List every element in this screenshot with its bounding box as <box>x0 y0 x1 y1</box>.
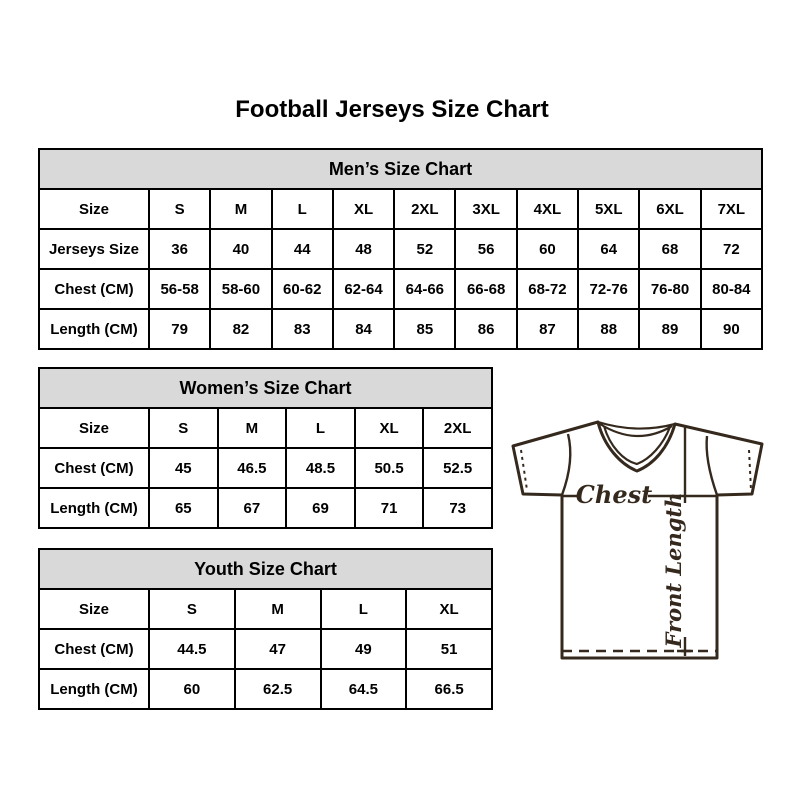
armhole-seam-left <box>562 434 570 495</box>
table-row <box>39 269 762 309</box>
value-cell: 86 <box>455 309 516 349</box>
value-cell: 73 <box>423 488 492 528</box>
value-cell: 80-84 <box>701 269 762 309</box>
value-cell: XL <box>355 408 424 448</box>
value-cell: 2XL <box>423 408 492 448</box>
value-cell: M <box>210 189 271 229</box>
row-label-cell: Length (CM) <box>39 488 149 528</box>
value-cell: 67 <box>218 488 287 528</box>
value-cell: 3XL <box>455 189 516 229</box>
value-cell: 58-60 <box>210 269 271 309</box>
value-cell: 47 <box>235 629 321 669</box>
value-cell: 66.5 <box>406 669 492 709</box>
sleeve-dash-right <box>749 450 751 490</box>
value-cell: 44.5 <box>149 629 235 669</box>
value-cell: S <box>149 589 235 629</box>
row-label-cell: Chest (CM) <box>39 269 149 309</box>
value-cell: M <box>235 589 321 629</box>
value-cell: 7XL <box>701 189 762 229</box>
row-label-cell: Size <box>39 408 149 448</box>
table-row <box>39 488 492 528</box>
value-cell: 65 <box>149 488 218 528</box>
row-label-cell: Length (CM) <box>39 669 149 709</box>
row-label-cell: Size <box>39 589 149 629</box>
youth-size-chart-section <box>38 548 493 710</box>
value-cell: 79 <box>149 309 210 349</box>
armhole-seam-right <box>707 436 717 495</box>
youth-size-table <box>38 548 493 710</box>
table-row <box>39 448 492 488</box>
value-cell: 66-68 <box>455 269 516 309</box>
row-label-cell: Size <box>39 189 149 229</box>
table-header-row <box>39 149 762 189</box>
value-cell: 48.5 <box>286 448 355 488</box>
value-cell: 2XL <box>394 189 455 229</box>
row-label-cell: Chest (CM) <box>39 629 149 669</box>
value-cell: 52.5 <box>423 448 492 488</box>
table-header-row <box>39 368 492 408</box>
value-cell: 51 <box>406 629 492 669</box>
value-cell: 69 <box>286 488 355 528</box>
table-row <box>39 189 762 229</box>
value-cell: 82 <box>210 309 271 349</box>
value-cell: XL <box>406 589 492 629</box>
womens-table-title: Women’s Size Chart <box>39 368 492 408</box>
value-cell: 6XL <box>639 189 700 229</box>
value-cell: 88 <box>578 309 639 349</box>
value-cell: 56 <box>455 229 516 269</box>
value-cell: L <box>321 589 407 629</box>
value-cell: 68 <box>639 229 700 269</box>
value-cell: 64 <box>578 229 639 269</box>
value-cell: 68-72 <box>517 269 578 309</box>
value-cell: 62.5 <box>235 669 321 709</box>
value-cell: 36 <box>149 229 210 269</box>
value-cell: 90 <box>701 309 762 349</box>
value-cell: 49 <box>321 629 407 669</box>
value-cell: 52 <box>394 229 455 269</box>
jersey-outline-path <box>513 422 762 658</box>
value-cell: 60 <box>517 229 578 269</box>
table-row <box>39 229 762 269</box>
value-cell: 5XL <box>578 189 639 229</box>
page-title: Football Jerseys Size Chart <box>235 96 549 123</box>
value-cell: 4XL <box>517 189 578 229</box>
value-cell: 44 <box>272 229 333 269</box>
value-cell: 85 <box>394 309 455 349</box>
table-row <box>39 669 492 709</box>
table-row <box>39 408 492 448</box>
front-length-label: Front Length <box>661 492 686 648</box>
chest-label: Chest <box>575 480 653 509</box>
womens-size-chart-section <box>38 367 493 529</box>
jersey-measurement-diagram <box>500 406 770 666</box>
row-label-cell: Chest (CM) <box>39 448 149 488</box>
value-cell: 84 <box>333 309 394 349</box>
value-cell: 50.5 <box>355 448 424 488</box>
value-cell: 62-64 <box>333 269 394 309</box>
value-cell: 89 <box>639 309 700 349</box>
value-cell: S <box>149 408 218 448</box>
mens-table-title: Men’s Size Chart <box>39 149 762 189</box>
value-cell: L <box>272 189 333 229</box>
row-label-cell: Jerseys Size <box>39 229 149 269</box>
value-cell: M <box>218 408 287 448</box>
mens-size-table <box>38 148 763 350</box>
row-label-cell: Length (CM) <box>39 309 149 349</box>
youth-table-title: Youth Size Chart <box>39 549 492 589</box>
value-cell: L <box>286 408 355 448</box>
mens-size-chart-section <box>38 148 763 350</box>
value-cell: 76-80 <box>639 269 700 309</box>
value-cell: 60 <box>149 669 235 709</box>
value-cell: 60-62 <box>272 269 333 309</box>
value-cell: 72-76 <box>578 269 639 309</box>
value-cell: 64.5 <box>321 669 407 709</box>
value-cell: 56-58 <box>149 269 210 309</box>
value-cell: 71 <box>355 488 424 528</box>
value-cell: 45 <box>149 448 218 488</box>
value-cell: 72 <box>701 229 762 269</box>
womens-size-table <box>38 367 493 529</box>
collar-icon <box>598 422 675 464</box>
value-cell: 64-66 <box>394 269 455 309</box>
value-cell: 83 <box>272 309 333 349</box>
value-cell: 48 <box>333 229 394 269</box>
value-cell: 87 <box>517 309 578 349</box>
table-header-row <box>39 549 492 589</box>
table-row <box>39 309 762 349</box>
value-cell: XL <box>333 189 394 229</box>
table-row <box>39 589 492 629</box>
table-row <box>39 629 492 669</box>
value-cell: 46.5 <box>218 448 287 488</box>
value-cell: S <box>149 189 210 229</box>
value-cell: 40 <box>210 229 271 269</box>
